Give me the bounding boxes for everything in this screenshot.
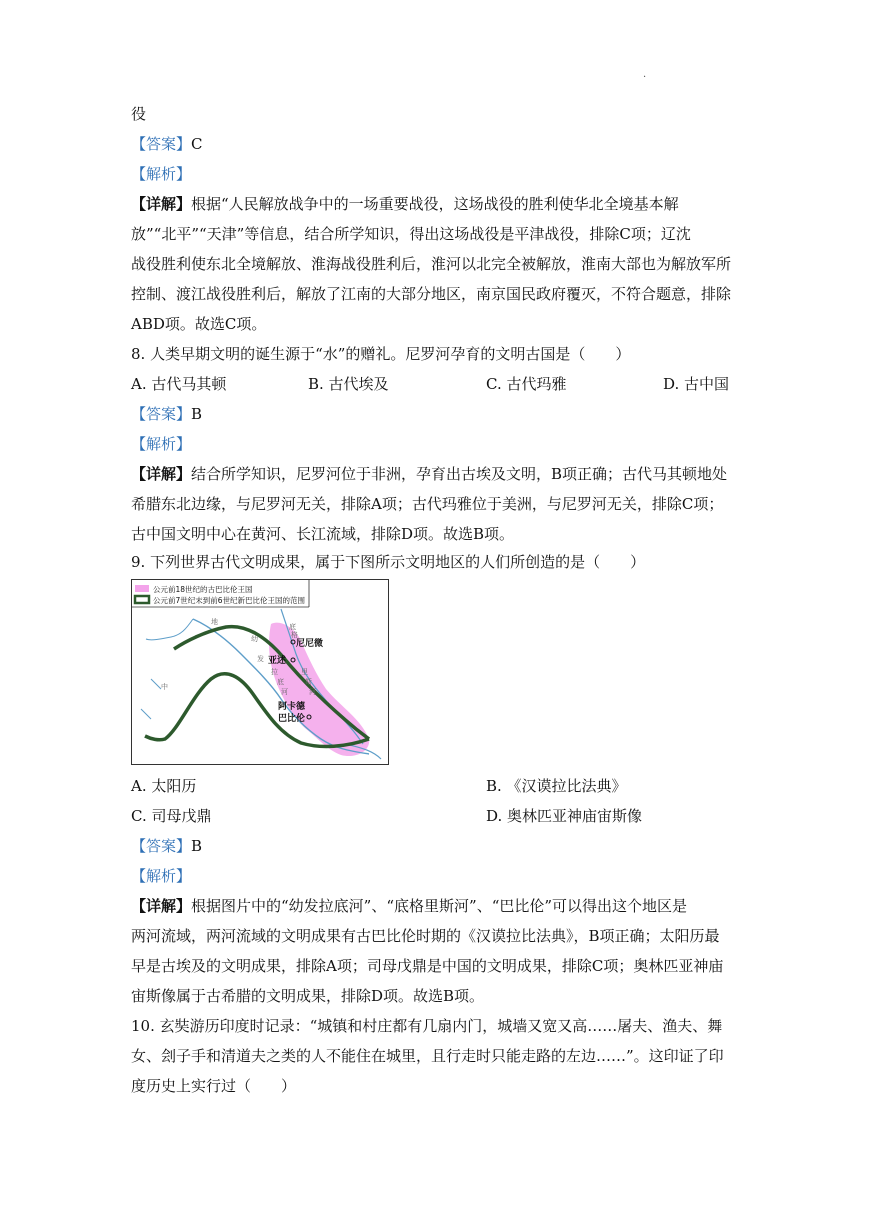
q8-option-c: C. 古代玛雅 <box>486 375 567 393</box>
river-char: 拉 <box>271 668 278 676</box>
detail-label: 【详解】 <box>131 897 192 915</box>
q7-detail-line-4: 控制、渡江战役胜利后，解放了江南的大部分地区，南京国民政府覆灭，不符合题意，排除 <box>131 285 732 303</box>
detail-label: 【详解】 <box>131 195 192 213</box>
q8-detail-line-1 <box>131 464 727 484</box>
q8-stem: 8. 人类早期文明的诞生源于“水”的赠礼。尼罗河孕育的文明古国是（ ） <box>131 345 631 363</box>
place-akkad: 阿卡德 <box>278 702 306 712</box>
q9-analysis-label: 【解析】 <box>131 867 192 885</box>
detail-text: 根据“人民解放战争中的一场重要战役，这场战役的胜利使华北全境基本解 <box>191 195 679 213</box>
river-char: 河 <box>281 688 288 696</box>
legend-old-babylon: 公元前18世纪的古巴比伦王国 <box>153 585 253 594</box>
q8-detail-line-2: 希腊东北边缘，与尼罗河无关，排除A项；古代玛雅位于美洲，与尼罗河无关，排除C项； <box>131 495 724 513</box>
place-babylon: 巴比伦 <box>278 714 306 724</box>
detail-text: 根据图片中的“幼发拉底河”、“底格里斯河”、“巴比伦”可以得出这个地区是 <box>191 897 688 915</box>
q9-option-b: B. 《汉谟拉比法典》 <box>486 777 627 795</box>
detail-text: 结合所学知识，尼罗河位于非洲，孕育出古埃及文明，B项正确；古代马其顿地处 <box>191 465 728 483</box>
q7-detail-line-5: ABD项。故选C项。 <box>131 315 267 333</box>
q10-stem-line-2: 女、刽子手和清道夫之类的人不能住在城里，且行走时只能走路的左边……”。这印证了印 <box>131 1047 724 1065</box>
q9-detail-line-3: 早是古埃及的文明成果，排除A项；司母戊鼎是中国的文明成果，排除C项；奥林匹亚神庙 <box>131 957 724 975</box>
detail-label: 【详解】 <box>131 465 192 483</box>
river-char: 河 <box>309 688 316 696</box>
q9-detail-line-2: 两河流域，两河流域的文明成果有古巴比伦时期的《汉谟拉比法典》，B项正确；太阳历最 <box>131 927 720 945</box>
answer-label: 【答案】 <box>131 135 192 153</box>
q9-answer <box>131 836 202 856</box>
place-nineveh: 尼尼微 <box>296 639 324 649</box>
header-mark: · <box>643 72 647 83</box>
answer-label: 【答案】 <box>131 837 192 855</box>
answer-label: 【答案】 <box>131 405 192 423</box>
river-char: 格 <box>291 631 298 639</box>
q7-detail-line-3: 战役胜利使东北全境解放、淮海战役胜利后，淮河以北完全被解放，淮南大部也为解放军所 <box>131 255 732 273</box>
sea-char: 地 <box>211 618 218 626</box>
q9-option-d: D. 奥林匹亚神庙宙斯像 <box>486 807 643 825</box>
q7-tail: 役 <box>131 105 147 123</box>
river-char: 底 <box>289 623 296 631</box>
q8-analysis-label: 【解析】 <box>131 435 192 453</box>
q9-option-c: C. 司母戊鼎 <box>131 807 212 825</box>
q10-stem-line-1: 10. 玄奘游历印度时记录：“城镇和村庄都有几扇内门，城墙又宽又高……屠夫、渔夫、舞 <box>131 1017 723 1035</box>
q9-detail-line-4: 宙斯像属于古希腊的文明成果，排除D项。故选B项。 <box>131 987 485 1005</box>
q7-analysis-label: 【解析】 <box>131 165 192 183</box>
legend-new-babylon: 公元前7世纪末到前6世纪新巴比伦王国的范围 <box>153 596 306 605</box>
river-char: 底 <box>277 678 284 686</box>
legend-swatch-old-babylon <box>135 585 149 592</box>
river-char: 幼 <box>251 635 258 643</box>
river-char: 发 <box>257 655 264 663</box>
q8-option-a: A. 古代马其顿 <box>131 375 227 393</box>
q8-option-b: B. 古代埃及 <box>308 375 389 393</box>
place-assur: 亚述 <box>268 656 287 666</box>
river-char: 里 <box>301 668 308 676</box>
q8-option-d: D. 古中国 <box>663 375 730 393</box>
answer-value: B <box>191 405 203 423</box>
q7-detail-line-2: 放”“北平”“天津”等信息，结合所学知识，得出这场战役是平津战役，排除C项；辽沈 <box>131 225 691 243</box>
river-char: 斯 <box>305 678 312 686</box>
answer-value: B <box>191 837 203 855</box>
mesopotamia-map <box>131 579 389 765</box>
q9-stem: 9. 下列世界古代文明成果，属于下图所示文明地区的人们所创造的是（ ） <box>131 553 646 571</box>
q10-stem-line-3: 度历史上实行过（ ） <box>131 1077 297 1095</box>
sea-char: 中 <box>161 683 168 691</box>
q8-answer <box>131 404 202 424</box>
q8-detail-line-3: 古中国文明中心在黄河、长江流域，排除D项。故选B项。 <box>131 525 515 543</box>
q9-detail-line-1 <box>131 896 687 916</box>
q9-option-a: A. 太阳历 <box>131 777 197 795</box>
q7-detail-line-1 <box>131 194 679 214</box>
q7-answer <box>131 134 203 154</box>
answer-value: C <box>191 135 203 153</box>
